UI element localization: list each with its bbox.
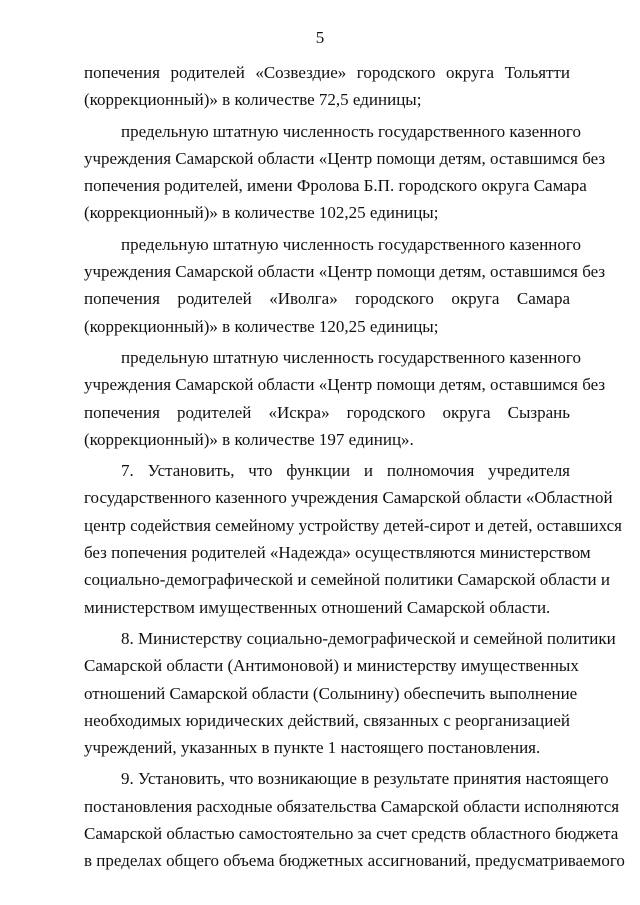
page-number: 5 (315, 28, 325, 47)
text-line: попечения родителей «Созвездие» городского округа Тольятти (84, 63, 570, 82)
text-line: (коррекционный)» в количестве 197 единиц». (84, 429, 414, 449)
text-line: предельную штатную численность государственного казенного (121, 234, 581, 254)
text-line: попечения родителей «Иволга» городского округа Самара (84, 289, 570, 309)
text-line: социально-демографической и семейной политики Самарской области и (84, 570, 610, 590)
text-line: необходимых юридических действий, связанных с реорганизацией (84, 710, 570, 730)
text-line: без попечения родителей «Надежда» осуществляются министерством (84, 543, 591, 563)
text-line: попечения родителей, имени Фролова Б.П. городского округа Самара (84, 176, 587, 196)
text-line: министерством имущественных отношений Самарской области. (84, 597, 551, 617)
text-line: учреждения Самарской области «Центр помощи детям, оставшимся без (84, 262, 606, 282)
text-line: Самарской области (Антимоновой) и министерству имущественных (84, 656, 579, 676)
text-line: отношений Самарской области (Солынину) обеспечить выполнение (84, 683, 578, 703)
paragraph-staff-limit-ivolga (84, 231, 606, 340)
text-line: постановления расходные обязательства Самарской области исполняются (84, 796, 620, 816)
text-line: учреждения Самарской области «Центр помощи детям, оставшимся без (84, 148, 606, 168)
text-line: в пределах общего объема бюджетных ассигнований, предусматриваемого (84, 851, 625, 871)
text-line: (коррекционный)» в количестве 102,25 единицы; (84, 203, 439, 223)
text-line: 8. Министерству социально-демографической и семейной политики (121, 628, 616, 648)
paragraph-item-7 (84, 457, 622, 621)
paragraph-staff-limit-frolov (84, 118, 606, 227)
text-line: попечения родителей «Искра» городского округа Сызрань (84, 402, 570, 422)
text-line: (коррекционный)» в количестве 72,5 единицы; (84, 90, 422, 110)
text-line: государственного казенного учреждения Самарской области «Областной (84, 488, 613, 508)
text-line: центр содействия семейному устройству детей-сирот и детей, оставшихся (84, 515, 622, 535)
paragraph-staff-limit-iskra (84, 344, 606, 453)
text-line: (коррекционный)» в количестве 120,25 единицы; (84, 316, 439, 336)
paragraph-item-9 (84, 765, 625, 874)
document-body (84, 59, 625, 875)
paragraph-continuation (84, 59, 570, 114)
text-line: 9. Установить, что возникающие в результате принятия настоящего (121, 769, 609, 789)
paragraph-item-8 (84, 625, 616, 761)
text-line: 7. Установить, что функции и полномочия учредителя (121, 461, 570, 481)
text-line: Самарской областью самостоятельно за счет средств областного бюджета (84, 824, 619, 844)
text-line: предельную штатную численность государственного казенного (121, 121, 581, 141)
text-line: предельную штатную численность государственного казенного (121, 347, 581, 367)
text-line: учреждений, указанных в пункте 1 настоящего постановления. (84, 738, 541, 758)
text-line: учреждения Самарской области «Центр помощи детям, оставшимся без (84, 375, 606, 395)
